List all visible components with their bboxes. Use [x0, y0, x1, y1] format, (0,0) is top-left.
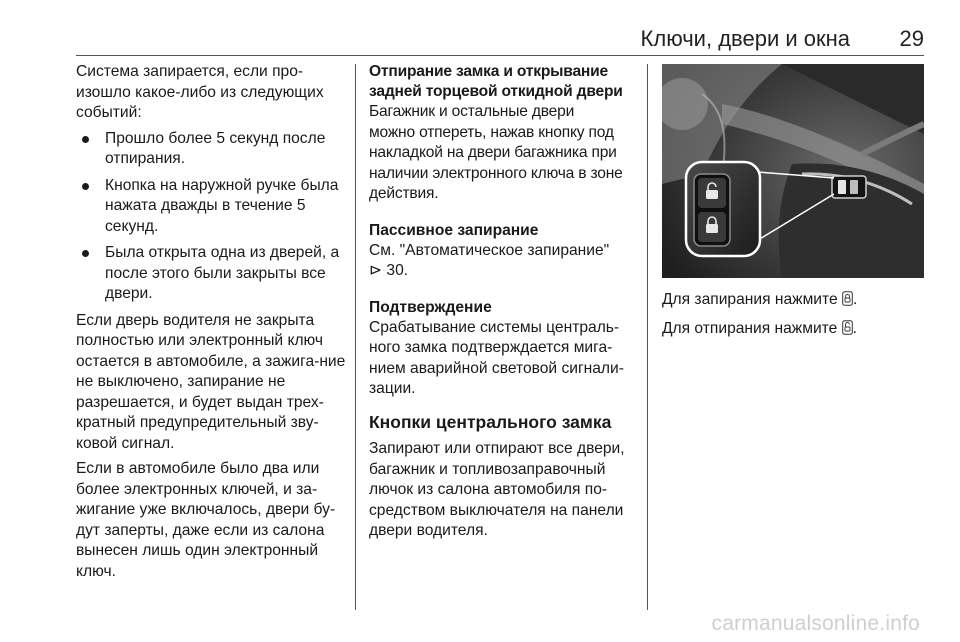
page-number: 29	[899, 26, 924, 51]
header-title: Ключи, двери и окна	[640, 26, 850, 51]
locking-conditions-list	[76, 129, 346, 305]
door-panel-photo	[662, 64, 924, 278]
driver-door-paragraph: Если дверь водителя не закрыта полностью или электронный ключ остается в автомобиле, а зажига-ние не выключено, запирание не разрешается, и будет выдан трех-кратный предупредительный зву-ковой сигнал.	[76, 311, 346, 452]
lock-instruction: Для запирания нажмите .	[662, 290, 926, 313]
passive-locking-paragraph: См. "Автоматическое запирание" ⊳ 30.	[369, 241, 610, 279]
page-reference-icon: ⊳	[369, 262, 383, 279]
tailgate-paragraph: Багажник и остальные двери можно отпереть, нажав кнопку под накладкой на двери багажника при наличии электронного ключа в зоне действия.	[369, 103, 623, 202]
list-item: Кнопка на наружной ручке была нажата дважды в течение 5 секунд.	[76, 176, 346, 238]
lock-closed-icon	[842, 291, 853, 313]
multiple-keys-paragraph: Если в автомобиле было два или более электронных ключей, и за-жигание уже включалось, двери бу-дут заперты, даже если из салона вынесен лишь один электронный ключ.	[76, 460, 336, 580]
section-heading-tailgate: Отпирание замка и открывание задней торцевой откидной двери	[369, 63, 623, 100]
unlock-instruction: Для отпирания нажмите .	[662, 319, 926, 342]
column-left	[76, 62, 346, 587]
page-reference-link[interactable]: 30.	[386, 262, 409, 279]
column-divider-left	[355, 64, 356, 610]
header-rule	[76, 55, 924, 56]
column-middle	[369, 62, 635, 547]
section-title-central-lock-buttons: Кнопки центрального замка	[369, 411, 612, 432]
confirmation-paragraph: Срабатывание системы централь-ного замка подтверждается мига-нием аварийной световой сигнали-зации.	[369, 318, 624, 397]
column-divider-right	[647, 64, 648, 610]
watermark: carmanualsonline.info	[711, 612, 920, 635]
column-right	[662, 290, 926, 346]
intro-paragraph: Система запирается, если про-изошло какое-либо из следующих событий:	[76, 63, 324, 121]
list-item: Прошло более 5 секунд после отпирания.	[76, 129, 346, 170]
central-lock-buttons-paragraph: Запирают или отпирают все двери, багажник и топливозаправочный лючок из салона автомобиля по-средством выключателя на панели двери водителя.	[369, 440, 625, 539]
list-item: Была открыта одна из дверей, а после этого были закрыты все двери.	[76, 243, 346, 305]
section-heading-confirmation: Подтверждение	[369, 298, 492, 316]
section-heading-passive-locking: Пассивное запирание	[369, 221, 539, 239]
lock-open-icon	[842, 320, 853, 342]
